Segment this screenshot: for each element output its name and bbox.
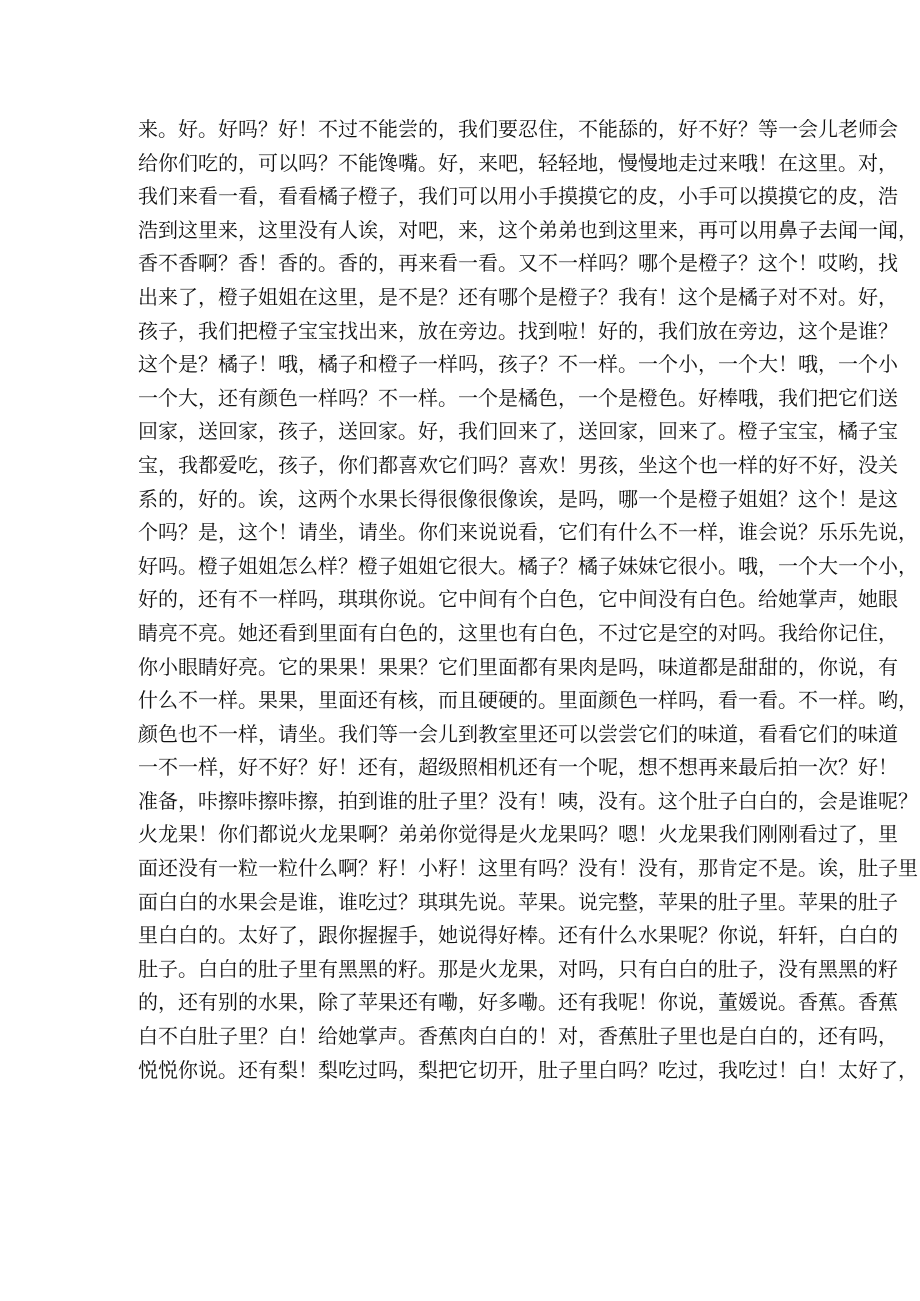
text-line: 你小眼睛好亮。它的果果！果果？它们里面都有果肉是吗，味道都是甜甜的，你说，有 bbox=[138, 654, 898, 679]
text-line: 孩子，我们把橙子宝宝找出来，放在旁边。找到啦！好的，我们放在旁边，这个是谁？ bbox=[138, 318, 898, 343]
text-line: 白不白肚子里？白！给她掌声。香蕉肉白白的！对，香蕉肚子里也是白白的，还有吗， bbox=[138, 1024, 898, 1049]
text-line: 火龙果！你们都说火龙果啊？弟弟你觉得是火龙果吗？嗯！火龙果我们刚刚看过了，里 bbox=[138, 822, 898, 847]
text-line: 准备，咔擦咔擦咔擦，拍到谁的肚子里？没有！咦，没有。这个肚子白白的，会是谁呢？ bbox=[138, 788, 918, 813]
text-line: 肚子。白白的肚子里有黑黑的籽。那是火龙果，对吗，只有白白的肚子，没有黑黑的籽 bbox=[138, 956, 898, 981]
text-line: 来。好。好吗？好！不过不能尝的，我们要忍住，不能舔的，好不好？等一会儿老师会 bbox=[138, 117, 898, 141]
text-line: 的，还有别的水果，除了苹果还有嘞，好多嘞。还有我呢！你说，董媛说。香蕉。香蕉 bbox=[138, 990, 898, 1015]
text-line: 宝，我都爱吃，孩子，你们都喜欢它们吗？喜欢！男孩，坐这个也一样的好不好，没关 bbox=[138, 452, 898, 477]
text-line: 睛亮不亮。她还看到里面有白色的，这里也有白色，不过它是空的对吗。我给你记住， bbox=[138, 620, 898, 645]
transcript-text bbox=[138, 113, 918, 1087]
text-line: 香不香啊？香！香的。香的，再来看一看。又不一样吗？哪个是橙子？这个！哎哟，找 bbox=[138, 251, 898, 276]
text-line: 一不一样，好不好？好！还有，超级照相机还有一个呢，想不想再来最后拍一次？好！ bbox=[138, 755, 898, 780]
text-line: 一个大，还有颜色一样吗？不一样。一个是橘色，一个是橙色。好棒哦，我们把它们送 bbox=[138, 385, 898, 410]
text-line: 颜色也不一样，请坐。我们等一会儿到教室里还可以尝尝它们的味道，看看它们的味道 bbox=[138, 721, 898, 746]
text-line: 好吗。橙子姐姐怎么样？橙子姐姐它很大。橘子？橘子妹妹它很小。哦，一个大一个小， bbox=[138, 553, 918, 578]
text-line: 给你们吃的，可以吗？不能馋嘴。好，来吧，轻轻地，慢慢地走过来哦！在这里。对， bbox=[138, 150, 898, 175]
text-line: 回家，送回家，孩子，送回家。好，我们回来了，送回家，回来了。橙子宝宝，橘子宝 bbox=[138, 419, 898, 444]
text-line: 什么不一样。果果，里面还有核，而且硬硬的。里面颜色一样吗，看一看。不一样。哟， bbox=[138, 688, 918, 713]
text-line: 个吗？是，这个！请坐，请坐。你们来说说看，它们有什么不一样，谁会说？乐乐先说， bbox=[138, 520, 918, 545]
text-line: 面还没有一粒一粒什么啊？籽！小籽！这里有吗？没有！没有，那肯定不是。诶，肚子里 bbox=[138, 856, 918, 881]
text-line: 出来了，橙子姐姐在这里，是不是？还有哪个是橙子？我有！这个是橘子对不对。好， bbox=[138, 284, 898, 309]
text-line: 浩到这里来，这里没有人诶，对吧，来，这个弟弟也到这里来，再可以用鼻子去闻一闻， bbox=[138, 217, 918, 242]
text-line: 好的，还有不一样吗，琪琪你说。它中间有个白色，它中间没有白色。给她掌声，她眼 bbox=[138, 587, 898, 612]
text-line: 我们来看一看，看看橘子橙子，我们可以用小手摸摸它的皮，小手可以摸摸它的皮，浩 bbox=[138, 184, 898, 209]
text-line: 系的，好的。诶，这两个水果长得很像很像诶，是吗，哪一个是橙子姐姐？这个！是这 bbox=[138, 486, 898, 511]
text-line: 里白白的。太好了，跟你握握手，她说得好棒。还有什么水果呢？你说，轩轩，白白的 bbox=[138, 923, 898, 948]
text-line: 悦悦你说。还有梨！梨吃过吗，梨把它切开，肚子里白吗？吃过，我吃过！白！太好了， bbox=[138, 1057, 918, 1082]
text-line: 面白白的水果会是谁，谁吃过？琪琪先说。苹果。说完整，苹果的肚子里。苹果的肚子 bbox=[138, 889, 898, 914]
text-line: 这个是？橘子！哦，橘子和橙子一样吗，孩子？不一样。一个小，一个大！哦，一个小 bbox=[138, 352, 898, 377]
